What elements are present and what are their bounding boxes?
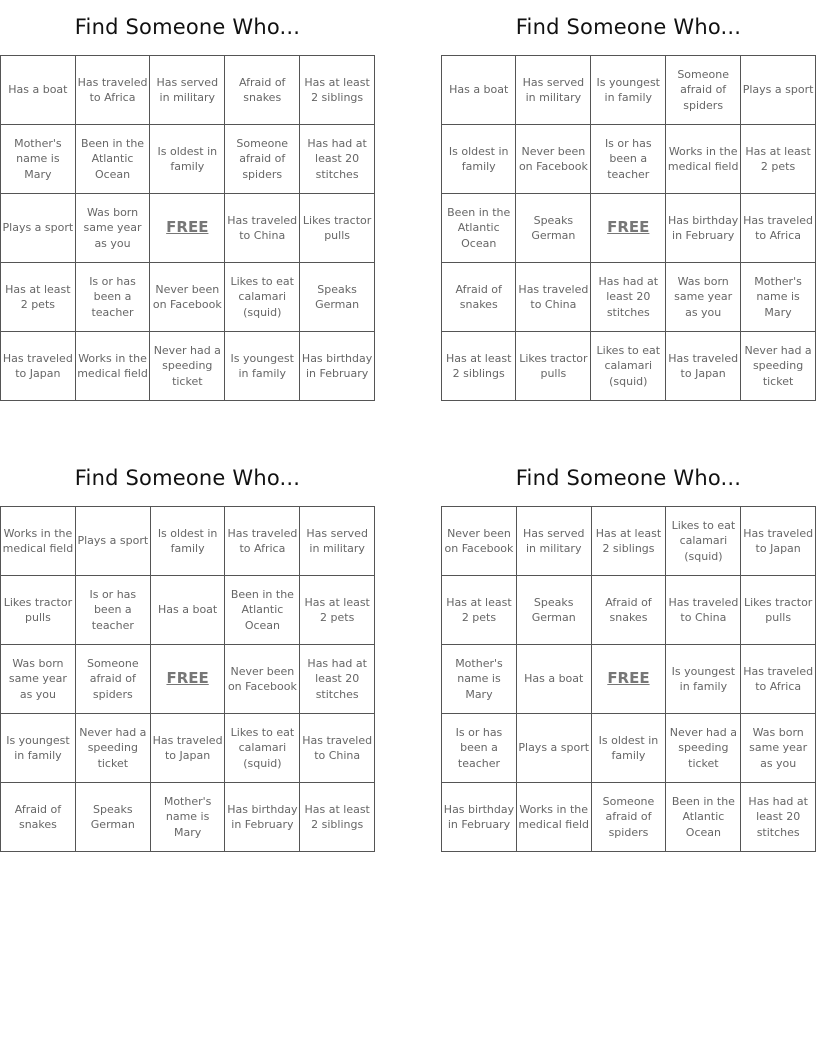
bingo-cell: Has had at least 20 stitches — [300, 125, 375, 194]
card-title: Find Someone Who... — [515, 466, 742, 490]
bingo-cell: Someone afraid of spiders — [591, 783, 666, 852]
bingo-cell: Plays a sport — [1, 194, 76, 263]
bingo-cell: Has traveled to Japan — [666, 332, 741, 401]
bingo-cell: Likes tractor pulls — [516, 332, 591, 401]
bingo-cell: Speaks German — [516, 194, 591, 263]
bingo-cell: Is or has been a teacher — [75, 576, 150, 645]
bingo-cell: Never been on Facebook — [516, 125, 591, 194]
bingo-cell: Has served in military — [516, 507, 591, 576]
bingo-cell: Is or has been a teacher — [75, 263, 150, 332]
bingo-cell: Has at least 2 pets — [300, 576, 375, 645]
bingo-cell: Someone afraid of spiders — [666, 56, 741, 125]
bingo-cell: Is youngest in family — [1, 714, 76, 783]
grid-row — [1, 714, 375, 783]
bingo-cell: Has at least 2 siblings — [300, 783, 375, 852]
bingo-grid — [441, 506, 816, 852]
free-space: FREE — [150, 194, 225, 263]
grid-row — [442, 194, 816, 263]
grid-row — [442, 56, 816, 125]
bingo-cell: Has a boat — [1, 56, 76, 125]
bingo-cell: Has traveled to China — [300, 714, 375, 783]
bingo-cell: Plays a sport — [75, 507, 150, 576]
grid-row — [442, 507, 816, 576]
free-space: FREE — [591, 194, 666, 263]
bingo-cell: Likes tractor pulls — [300, 194, 375, 263]
bingo-cell: Is or has been a teacher — [591, 125, 666, 194]
grid-row — [1, 332, 375, 401]
grid-row — [1, 56, 375, 125]
bingo-grid — [441, 55, 816, 401]
bingo-cell: Has traveled to China — [516, 263, 591, 332]
bingo-cell: Never been on Facebook — [225, 645, 300, 714]
grid-row — [442, 645, 816, 714]
bingo-cell: Has served in military — [150, 56, 225, 125]
bingo-cell: Has at least 2 pets — [1, 263, 76, 332]
bingo-cell: Likes to eat calamari (squid) — [666, 507, 741, 576]
bingo-cell: Never been on Facebook — [150, 263, 225, 332]
bingo-cell: Afraid of snakes — [225, 56, 300, 125]
bingo-cell: Is youngest in family — [591, 56, 666, 125]
bingo-cell: Has traveled to Japan — [1, 332, 76, 401]
bingo-cell: Never had a speeding ticket — [666, 714, 741, 783]
bingo-cell: Someone afraid of spiders — [225, 125, 300, 194]
bingo-cell: Been in the Atlantic Ocean — [666, 783, 741, 852]
bingo-cell: Afraid of snakes — [442, 263, 516, 332]
bingo-cell: Has had at least 20 stitches — [591, 263, 666, 332]
free-space: FREE — [150, 645, 225, 714]
bingo-cell: Has traveled to Japan — [150, 714, 225, 783]
bingo-cell: Is youngest in family — [225, 332, 300, 401]
grid-row — [442, 783, 816, 852]
bingo-cell: Has at least 2 siblings — [442, 332, 516, 401]
grid-row — [442, 125, 816, 194]
bingo-cell: Is oldest in family — [591, 714, 666, 783]
bingo-cell: Been in the Atlantic Ocean — [75, 125, 150, 194]
grid-row — [442, 714, 816, 783]
bingo-cell: Has birthday in February — [666, 194, 741, 263]
bingo-cell: Has traveled to China — [225, 194, 300, 263]
bingo-cell: Is oldest in family — [442, 125, 516, 194]
free-space: FREE — [591, 645, 666, 714]
bingo-cell: Has served in military — [300, 507, 375, 576]
bingo-cell: Has a boat — [516, 645, 591, 714]
bingo-cell: Was born same year as you — [741, 714, 816, 783]
bingo-cell: Afraid of snakes — [591, 576, 666, 645]
bingo-cell: Was born same year as you — [75, 194, 150, 263]
bingo-cell: Is oldest in family — [150, 125, 225, 194]
bingo-cell: Plays a sport — [516, 714, 591, 783]
grid-row — [442, 576, 816, 645]
bingo-cell: Has traveled to China — [666, 576, 741, 645]
bingo-cell: Works in the medical field — [1, 507, 76, 576]
grid-row — [1, 194, 375, 263]
bingo-cell: Has traveled to Japan — [741, 507, 816, 576]
grid-row — [1, 645, 375, 714]
bingo-cell: Been in the Atlantic Ocean — [225, 576, 300, 645]
bingo-cell: Has traveled to Africa — [741, 194, 816, 263]
bingo-cell: Mother's name is Mary — [150, 783, 225, 852]
bingo-cell: Speaks German — [300, 263, 375, 332]
grid-row — [1, 576, 375, 645]
bingo-cell: Plays a sport — [741, 56, 816, 125]
bingo-cell: Someone afraid of spiders — [75, 645, 150, 714]
bingo-cell: Is oldest in family — [150, 507, 225, 576]
bingo-cell: Has at least 2 pets — [741, 125, 816, 194]
bingo-cell: Has traveled to Africa — [225, 507, 300, 576]
bingo-cell: Never had a speeding ticket — [741, 332, 816, 401]
bingo-cell: Has birthday in February — [442, 783, 517, 852]
bingo-cell: Was born same year as you — [666, 263, 741, 332]
bingo-cell: Has a boat — [442, 56, 516, 125]
bingo-cell: Likes tractor pulls — [741, 576, 816, 645]
bingo-cell: Likes to eat calamari (squid) — [225, 714, 300, 783]
card-title: Find Someone Who... — [515, 15, 742, 39]
grid-row — [442, 263, 816, 332]
bingo-cell: Afraid of snakes — [1, 783, 76, 852]
bingo-cell: Likes to eat calamari (squid) — [591, 332, 666, 401]
card-title: Find Someone Who... — [74, 15, 301, 39]
bingo-cell: Mother's name is Mary — [1, 125, 76, 194]
bingo-cell: Has at least 2 pets — [442, 576, 517, 645]
bingo-cell: Been in the Atlantic Ocean — [442, 194, 516, 263]
grid-row — [1, 125, 375, 194]
bingo-cell: Mother's name is Mary — [741, 263, 816, 332]
card-title: Find Someone Who... — [74, 466, 301, 490]
bingo-cell: Is youngest in family — [666, 645, 741, 714]
bingo-cell: Speaks German — [75, 783, 150, 852]
bingo-cell: Has traveled to Africa — [75, 56, 150, 125]
grid-row — [1, 783, 375, 852]
grid-row — [1, 263, 375, 332]
bingo-cell: Never been on Facebook — [442, 507, 517, 576]
bingo-cell: Works in the medical field — [666, 125, 741, 194]
bingo-cell: Is or has been a teacher — [442, 714, 517, 783]
bingo-cell: Works in the medical field — [516, 783, 591, 852]
bingo-cell: Has birthday in February — [225, 783, 300, 852]
bingo-cell: Speaks German — [516, 576, 591, 645]
bingo-cell: Works in the medical field — [75, 332, 150, 401]
bingo-cell: Has had at least 20 stitches — [741, 783, 816, 852]
grid-row — [1, 507, 375, 576]
bingo-cell: Mother's name is Mary — [442, 645, 517, 714]
bingo-cell: Has traveled to Africa — [741, 645, 816, 714]
bingo-cell: Was born same year as you — [1, 645, 76, 714]
bingo-cell: Has had at least 20 stitches — [300, 645, 375, 714]
bingo-cell: Likes tractor pulls — [1, 576, 76, 645]
bingo-cell: Has a boat — [150, 576, 225, 645]
bingo-cell: Has at least 2 siblings — [591, 507, 666, 576]
bingo-cell: Never had a speeding ticket — [75, 714, 150, 783]
bingo-grid — [0, 55, 375, 401]
bingo-cell: Never had a speeding ticket — [150, 332, 225, 401]
bingo-grid — [0, 506, 375, 852]
bingo-cell: Has birthday in February — [300, 332, 375, 401]
bingo-cell: Likes to eat calamari (squid) — [225, 263, 300, 332]
bingo-cell: Has served in military — [516, 56, 591, 125]
grid-row — [442, 332, 816, 401]
bingo-cell: Has at least 2 siblings — [300, 56, 375, 125]
